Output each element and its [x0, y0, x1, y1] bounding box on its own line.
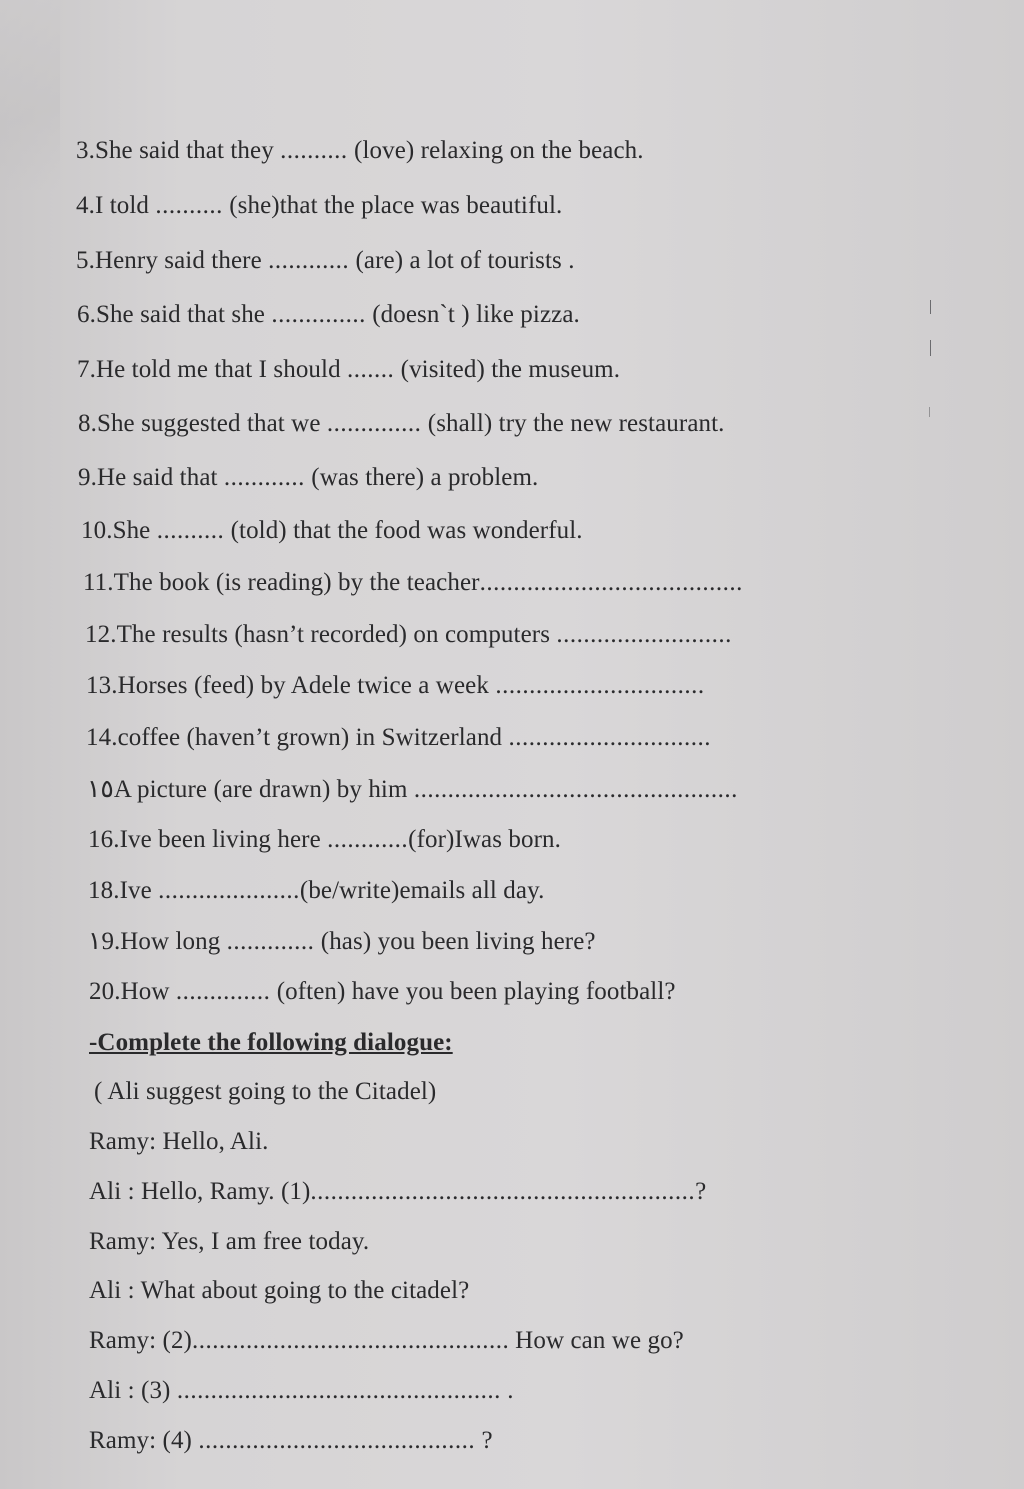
answer-blank[interactable]: .......... [155, 192, 223, 219]
item-text: Ive been living here [119, 826, 321, 853]
exercise-item-16 [88, 825, 561, 855]
dialogue-text: Hello, Ali. [162, 1128, 269, 1155]
dialogue-line-2 [89, 1177, 706, 1207]
item-rest: (love) relaxing on the beach. [354, 137, 644, 164]
item-rest: (she)that the place was beautiful. [229, 192, 563, 219]
dialogue-line-1 [89, 1127, 269, 1157]
answer-blank[interactable]: .............. [271, 301, 366, 328]
item-number: 13. [86, 672, 118, 699]
item-text: I told [94, 192, 150, 219]
exercise-item-5 [76, 246, 575, 276]
answer-blank[interactable]: ............. [226, 928, 315, 955]
item-number: 14. [86, 724, 118, 751]
dialogue-line-5 [89, 1326, 684, 1356]
exercise-item-8 [78, 409, 725, 439]
item-text: Horses (feed) by Adele twice a week [117, 672, 489, 699]
item-rest: (has) you been living here? [320, 928, 596, 955]
speaker-name: Ramy: [89, 1327, 157, 1354]
item-number: 9. [78, 464, 97, 491]
speaker-name: Ramy: [89, 1128, 157, 1155]
item-rest: (told) that the food was wonderful. [230, 517, 583, 544]
item-text: A picture (are drawn) by him [113, 776, 408, 803]
answer-blank[interactable]: .............. [175, 978, 271, 1005]
item-text: She suggested that we [96, 410, 321, 437]
exercise-item-10 [81, 516, 583, 546]
item-number: 10. [81, 517, 113, 544]
exercise-item-13 [86, 671, 705, 701]
answer-blank[interactable]: ....................................... [479, 569, 743, 596]
dialogue-text: (2) [162, 1327, 192, 1354]
dialogue-text: What about going to the citadel? [140, 1277, 470, 1304]
exercise-item-12 [85, 620, 732, 650]
item-text: How [120, 978, 170, 1005]
margin-mark [930, 300, 931, 314]
item-number: 7. [77, 356, 96, 383]
item-text: Ive [119, 877, 152, 904]
answer-blank[interactable]: .............................. [508, 724, 712, 751]
exercise-item-6 [77, 300, 580, 330]
dialogue-line-6 [89, 1376, 514, 1406]
item-rest: (visited) the museum. [400, 356, 621, 383]
answer-blank[interactable]: ............ [223, 464, 305, 491]
exercise-item-4 [76, 191, 562, 221]
dialogue-end: . [507, 1377, 514, 1404]
answer-blank[interactable]: ......................................... [198, 1427, 476, 1454]
dialogue-heading: -Complete the following dialogue: [89, 1029, 453, 1056]
item-text: He told me that I should [95, 356, 341, 383]
item-rest: (was there) a problem. [311, 464, 539, 491]
answer-blank[interactable]: .............................................. [191, 1327, 503, 1354]
answer-blank[interactable]: ......................................................... [310, 1178, 696, 1205]
exercise-item-11 [83, 568, 743, 598]
item-rest: (be/write)emails all day. [299, 877, 545, 904]
dialogue-text: Hello, Ramy. (1) [141, 1178, 311, 1205]
item-rest: (often) have you been playing football? [276, 978, 676, 1005]
item-rest: (for)Iwas born. [408, 826, 561, 853]
item-number: 5. [76, 247, 95, 274]
item-text: coffee (haven’t grown) in Switzerland [117, 724, 503, 751]
answer-blank[interactable]: .......... [280, 137, 348, 164]
exercise-item-7 [77, 355, 620, 385]
item-number: 12. [85, 621, 117, 648]
answer-blank[interactable]: ..................... [158, 877, 300, 904]
margin-mark [929, 407, 930, 417]
item-text: She said that she [95, 301, 265, 328]
item-number: 8. [78, 410, 97, 437]
dialogue-end: ? [695, 1178, 707, 1205]
item-number: 4. [76, 192, 95, 219]
dialogue-text: (3) [141, 1377, 171, 1404]
answer-blank[interactable]: ................................................ [176, 1377, 501, 1404]
dialogue-line-3 [89, 1227, 369, 1257]
speaker-name: Ali : [89, 1377, 135, 1404]
item-text: She [112, 517, 151, 544]
item-rest: (doesn`t ) like pizza. [372, 301, 580, 328]
answer-blank[interactable]: ....... [347, 356, 395, 383]
item-number: ١٥ [87, 776, 114, 803]
item-text: The results (hasn’t recorded) on computers [116, 621, 551, 648]
item-number: ١9. [88, 928, 121, 955]
item-number: 18. [88, 877, 120, 904]
exercise-item-18 [88, 876, 544, 906]
dialogue-end: ? [481, 1427, 493, 1454]
speaker-name: Ramy: [89, 1228, 157, 1255]
item-rest: (shall) try the new restaurant. [427, 410, 725, 437]
speaker-name: Ali : [89, 1178, 135, 1205]
answer-blank[interactable]: .............. [326, 410, 422, 437]
answer-blank[interactable]: ................................................ [413, 776, 738, 803]
item-text: The book (is reading) by the teacher [113, 569, 480, 596]
exercise-item-19 [88, 927, 596, 957]
dialogue-text: (4) [162, 1427, 192, 1454]
item-text: She said that they [94, 137, 274, 164]
answer-blank[interactable]: ............ [327, 826, 409, 853]
exercise-item-14 [86, 723, 711, 753]
answer-blank[interactable]: ............ [268, 247, 350, 274]
speaker-name: Ramy: [89, 1427, 157, 1454]
dialogue-situation: ( Ali suggest going to the Citadel) [94, 1078, 437, 1105]
item-text: Henry said there [94, 247, 262, 274]
exercise-item-9 [78, 463, 538, 493]
dialogue-end: . How can we go? [502, 1327, 684, 1354]
dialogue-line-4 [89, 1276, 469, 1306]
exercise-item-15 [87, 775, 738, 805]
item-number: 20. [89, 978, 121, 1005]
dialogue-line-7 [89, 1426, 493, 1456]
dialogue-text: Yes, I am free today. [161, 1228, 370, 1255]
answer-blank[interactable]: ............................... [495, 672, 705, 699]
item-rest: (are) a lot of tourists . [355, 247, 575, 274]
paper-fold-shadow [0, 0, 60, 190]
answer-blank[interactable]: .......... [156, 517, 225, 544]
exercise-item-20 [89, 977, 676, 1007]
item-text: He said that [96, 464, 218, 491]
item-text: How long [120, 928, 221, 955]
item-number: 6. [77, 301, 96, 328]
exercise-item-3 [76, 136, 644, 166]
item-number: 11. [83, 569, 114, 596]
item-number: 3. [76, 137, 95, 164]
answer-blank[interactable]: .......................... [556, 621, 732, 648]
speaker-name: Ali : [89, 1277, 135, 1304]
margin-mark [930, 340, 931, 356]
item-number: 16. [88, 826, 120, 853]
